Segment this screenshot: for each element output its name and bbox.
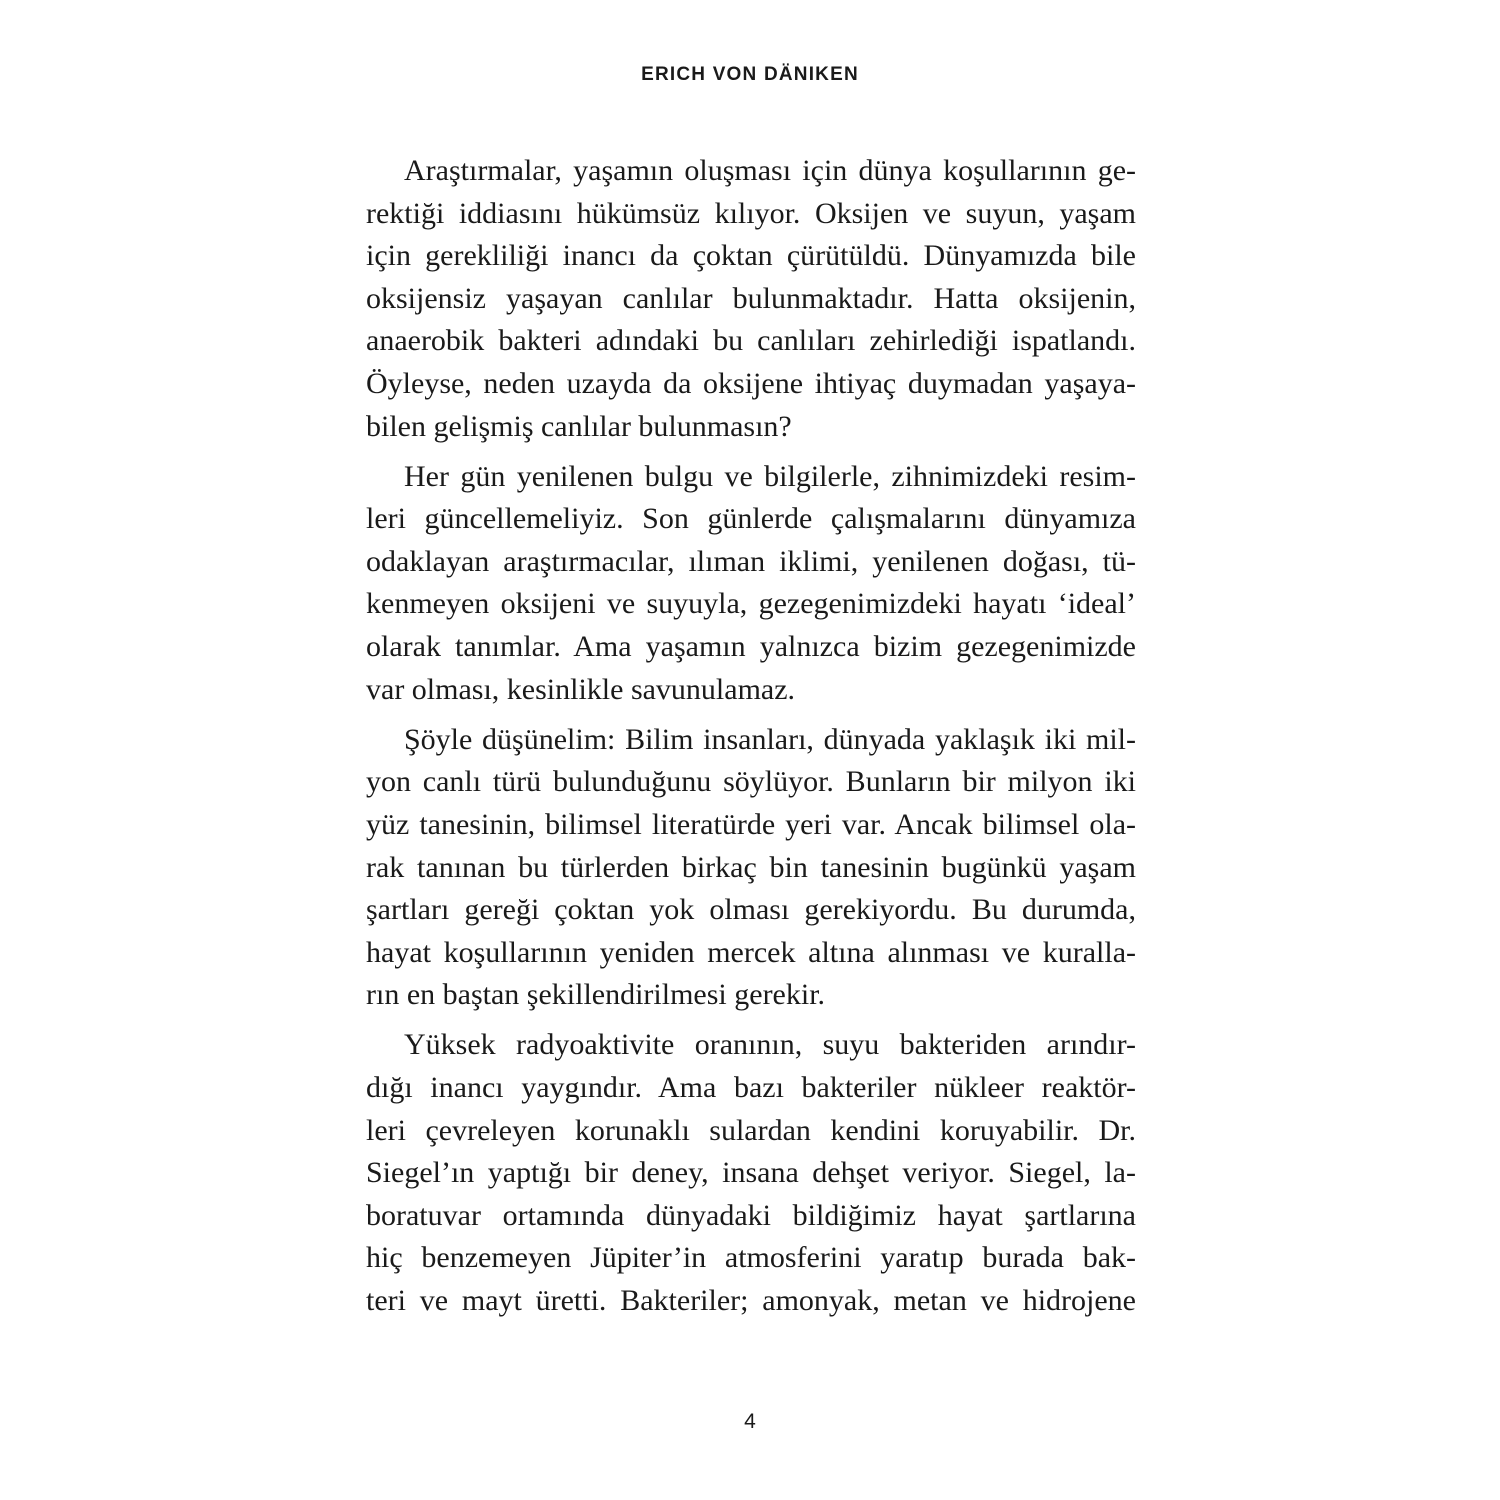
- text-line: anaerobik bakteri adındaki bu canlıları zehirlediği ispatlandı.: [366, 324, 1136, 358]
- paragraph-3: [366, 719, 1136, 1017]
- text-line: Araştırmalar, yaşamın oluşması için dünya koşullarının ge-: [404, 154, 1136, 187]
- paragraph-1: [366, 150, 1136, 448]
- text-line: leri güncellemeliyiz. Son günlerde çalışmalarını dünyamıza: [366, 502, 1136, 536]
- text-line: hiç benzemeyen Jüpiter’in atmosferini yaratıp burada bak-: [366, 1241, 1136, 1275]
- text-line: rektiği iddiasını hükümsüz kılıyor. Oksijen ve suyun, yaşam: [366, 196, 1136, 230]
- paragraph-4: [366, 1024, 1136, 1322]
- running-header: ERICH VON DÄNIKEN: [641, 64, 859, 85]
- text-line: Siegel’ın yaptığı bir deney, insana dehşet veriyor. Siegel, la-: [366, 1156, 1136, 1190]
- text-line: boratuvar ortamında dünyadaki bildiğimiz hayat şartlarına: [366, 1198, 1136, 1232]
- page-number: 4: [744, 1410, 756, 1433]
- paragraph-2: [366, 456, 1136, 712]
- text-line: odaklayan araştırmacılar, ılıman iklimi, yenilenen doğası, tü-: [366, 544, 1136, 578]
- text-line: Öyleyse, neden uzayda da oksijene ihtiyaç duymadan yaşaya-: [366, 366, 1136, 400]
- text-line: Her gün yenilenen bulgu ve bilgilerle, zihnimizdeki resim-: [404, 459, 1136, 493]
- text-line: var olması, kesinlikle savunulamaz.: [366, 672, 796, 706]
- text-line: için gerekliliği inancı da çoktan çürütüldü. Dünyamızda bile: [366, 239, 1136, 273]
- text-line: yüz tanesinin, bilimsel literatürde yeri var. Ancak bilimsel ola-: [366, 807, 1136, 841]
- text-line: Şöyle düşünelim: Bilim insanları, dünyada yaklaşık iki mil-: [404, 722, 1136, 756]
- text-line: dığı inancı yaygındır. Ama bazı bakteriler nükleer reaktör-: [366, 1070, 1136, 1104]
- text-line: hayat koşullarının yeniden mercek altına alınması ve kuralla-: [366, 935, 1136, 969]
- text-line: rak tanınan bu türlerden birkaç bin tanesinin bugünkü yaşam: [366, 850, 1136, 884]
- text-line: leri çevreleyen korunaklı sulardan kendini koruyabilir. Dr.: [366, 1113, 1136, 1147]
- text-line: olarak tanımlar. Ama yaşamın yalnızca bizim gezegenimizde: [366, 630, 1136, 664]
- text-line: teri ve mayt üretti. Bakteriler; amonyak, metan ve hidrojene: [366, 1283, 1136, 1317]
- text-line: bilen gelişmiş canlılar bulunmasın?: [366, 409, 792, 443]
- text-line: oksijensiz yaşayan canlılar bulunmaktadır. Hatta oksijenin,: [366, 281, 1136, 315]
- text-line: yon canlı türü bulunduğunu söylüyor. Bunların bir milyon iki: [366, 765, 1136, 799]
- text-line: kenmeyen oksijeni ve suyuyla, gezegenimizdeki hayatı ‘ideal’: [366, 587, 1136, 621]
- text-line: şartları gereği çoktan yok olması gerekiyordu. Bu durumda,: [366, 893, 1136, 927]
- body-text: [366, 150, 1136, 1330]
- text-line: rın en baştan şekillendirilmesi gerekir.: [366, 978, 826, 1012]
- text-line: Yüksek radyoaktivite oranının, suyu bakteriden arındır-: [404, 1028, 1136, 1062]
